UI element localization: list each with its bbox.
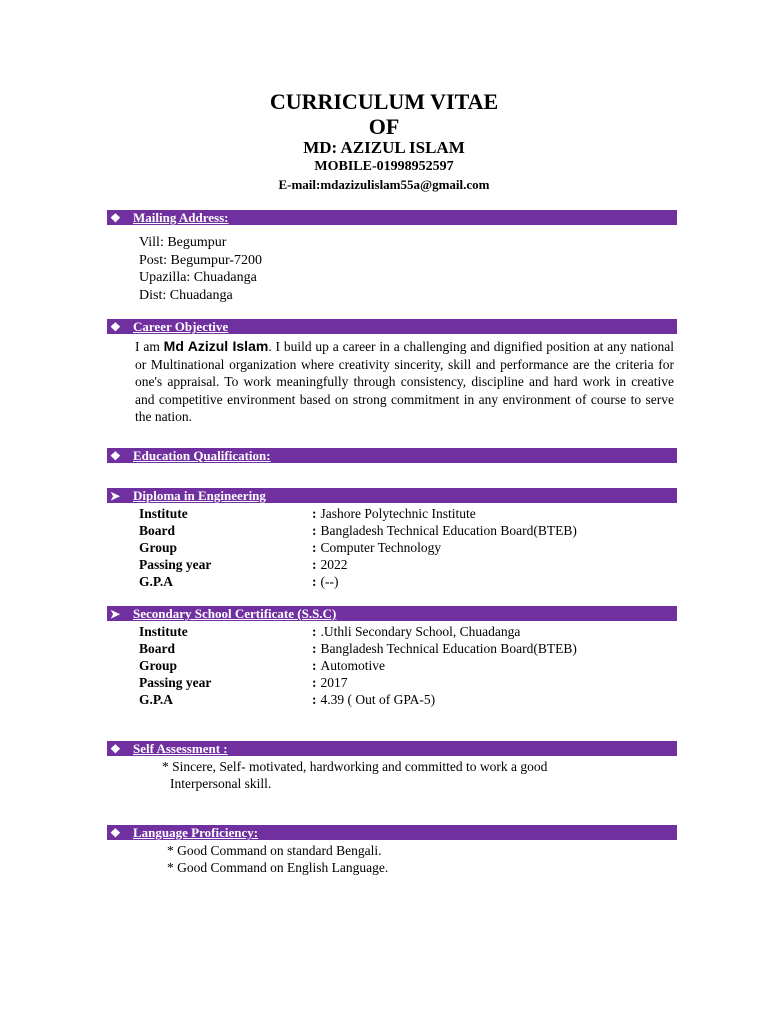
subsection-diploma	[107, 488, 677, 503]
detail-value: Bangladesh Technical Education Board(BTEB)	[320, 523, 577, 538]
detail-row: G.P.A : 4.39 ( Out of GPA-5)	[139, 692, 436, 707]
diamond-bullet-icon: ❖	[110, 826, 121, 840]
diamond-bullet-icon: ❖	[110, 211, 121, 225]
address-line: Post: Begumpur-7200	[139, 252, 262, 268]
subsection-heading: Diploma in Engineering	[133, 488, 266, 503]
section-mailing-address	[107, 210, 677, 225]
diamond-bullet-icon: ❖	[110, 742, 121, 756]
section-heading: Mailing Address:	[133, 210, 229, 225]
detail-value: 2022	[320, 557, 348, 572]
address-line: Upazilla: Chuadanga	[139, 270, 257, 285]
cv-title-of: OF	[368, 114, 400, 139]
address-line: Dist: Chuadanga	[139, 287, 233, 303]
diamond-bullet-icon: ❖	[110, 320, 121, 334]
detail-row: Group : Computer Technology	[139, 540, 442, 555]
section-career-objective	[107, 319, 677, 334]
detail-value: Bangladesh Technical Education Board(BTEB)	[320, 641, 577, 656]
detail-row: Group : Automotive	[139, 658, 385, 673]
detail-value: Automotive	[320, 658, 385, 673]
detail-value: 2017	[320, 675, 348, 690]
detail-value: Jashore Polytechnic Institute	[320, 506, 476, 521]
arrow-bullet-icon: ➤	[110, 607, 121, 621]
language-item: * Good Command on standard Bengali.	[167, 843, 382, 858]
detail-value: Computer Technology	[320, 540, 442, 555]
cv-title: CURRICULUM VITAE	[269, 89, 499, 114]
detail-row: Institute : Jashore Polytechnic Institute	[139, 506, 476, 521]
detail-row: Board : Bangladesh Technical Education Board(BTEB)	[139, 641, 577, 656]
detail-label: G.P.A	[139, 692, 174, 707]
applicant-name: MD: AZIZUL ISLAM	[303, 138, 465, 157]
mailing-address-block	[139, 234, 262, 304]
detail-value: 4.39 ( Out of GPA-5)	[320, 692, 436, 707]
detail-row: Passing year : 2022	[139, 557, 348, 572]
objective-body: . I build up a career in a challenging and dignified position at any national or Multinational organization where creativity sincerity, skill and performance are the criteria for one's appraisal. To work meaningfully through consistency, discipline and hard work in creative and competitive environment based on strong commitment in any environment of course to serve the nation.	[135, 339, 674, 424]
diamond-bullet-icon: ❖	[110, 449, 121, 463]
detail-label: Board	[139, 641, 176, 656]
section-heading: Language Proficiency:	[133, 825, 259, 840]
section-language-proficiency	[107, 825, 677, 840]
detail-label: Group	[139, 540, 178, 555]
section-heading: Career Objective	[133, 319, 229, 334]
section-heading: Self Assessment :	[133, 741, 228, 756]
detail-value: .Uthli Secondary School, Chuadanga	[320, 624, 521, 639]
mobile-number: MOBILE-01998952597	[314, 159, 454, 174]
diploma-details	[139, 505, 577, 590]
email-address: E-mail:mdazizulislam55a@gmail.com	[278, 177, 490, 192]
objective-intro: I am	[135, 339, 164, 354]
detail-label: Group	[139, 658, 178, 673]
subsection-ssc	[107, 606, 677, 621]
detail-row: Institute : .Uthli Secondary School, Chuadanga	[139, 624, 521, 639]
detail-row: G.P.A : (--)	[139, 574, 339, 589]
self-assessment-line: * Sincere, Self- motivated, hardworking and committed to work a good	[162, 759, 548, 774]
detail-label: Board	[139, 523, 176, 538]
detail-label: Passing year	[139, 557, 212, 572]
detail-label: Passing year	[139, 675, 212, 690]
section-education	[107, 448, 677, 463]
detail-row: Board : Bangladesh Technical Education Board(BTEB)	[139, 523, 577, 538]
career-objective-text	[135, 338, 674, 426]
detail-label: Institute	[139, 624, 188, 639]
detail-value: (--)	[320, 574, 339, 589]
self-assessment-line: Interpersonal skill.	[170, 776, 272, 791]
section-self-assessment	[107, 741, 677, 756]
language-item: * Good Command on English Language.	[167, 860, 389, 875]
section-heading: Education Qualification:	[133, 448, 271, 463]
detail-label: Institute	[139, 506, 188, 521]
arrow-bullet-icon: ➤	[110, 489, 121, 503]
detail-row: Passing year : 2017	[139, 675, 348, 690]
objective-name: Md Azizul Islam	[163, 338, 269, 354]
detail-label: G.P.A	[139, 574, 174, 589]
subsection-heading: Secondary School Certificate (S.S.C)	[133, 606, 337, 621]
ssc-details	[139, 623, 577, 708]
address-line: Vill: Begumpur	[139, 235, 227, 250]
